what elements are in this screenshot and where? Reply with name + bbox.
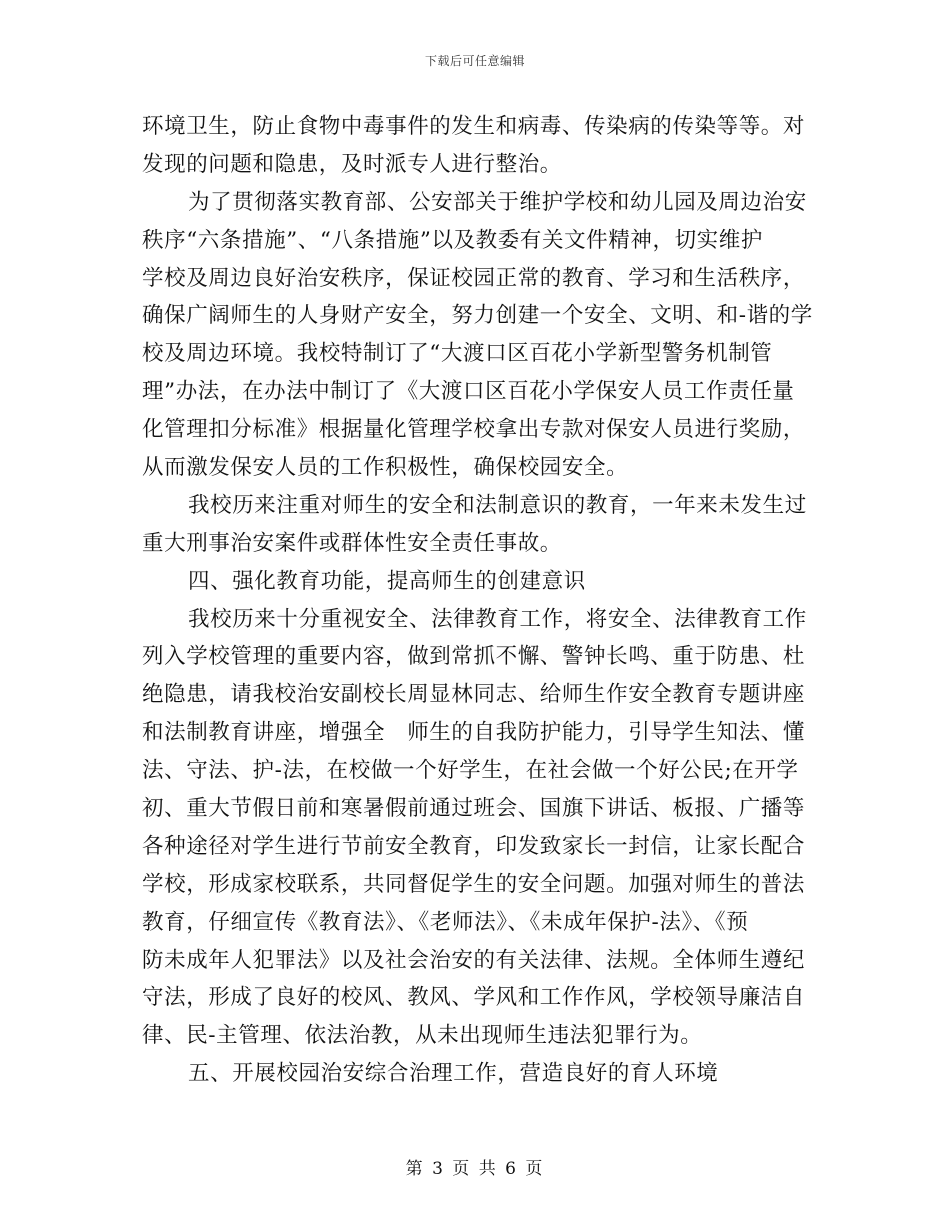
- text-line: 列入学校管理的重要内容，做到常抓不懈、警钟长鸣、重于防患、杜: [142, 644, 806, 670]
- text-line: 绝隐患，请我校治安副校长周显林同志、给师生作安全教育专题讲座: [142, 682, 806, 708]
- text-line: 四、强化教育功能，提高师生的创建意识: [188, 568, 586, 594]
- text-line: 五、开展校园治安综合治理工作，营造良好的育人环境: [188, 1061, 719, 1087]
- text-line: 我校历来注重对师生的安全和法制意识的教育，一年来未发生过: [188, 492, 807, 518]
- page-footer-number: 第 3 页 共 6 页: [405, 1159, 545, 1179]
- text-line: 秩序“六条措施”、“八条措施”以及教委有关文件精神，切实维护: [142, 227, 763, 253]
- text-line: 防未成年人犯罪法》以及社会治安的有关法律、法规。全体师生遵纪: [142, 947, 806, 973]
- page-header-note: 下载后可任意编辑: [424, 54, 525, 68]
- text-line: 我校历来十分重视安全、法律教育工作，将安全、法律教育工作: [188, 606, 807, 632]
- text-line: 理”办法，在办法中制订了《大渡口区百花小学保安人员工作责任量: [142, 379, 795, 405]
- text-line: 为了贯彻落实教育部、公安部关于维护学校和幼儿园及周边治安: [188, 189, 807, 215]
- text-line: 化管理扣分标准》根据量化管理学校拿出专款对保安人员进行奖励，: [142, 417, 806, 443]
- body-text: [142, 108, 813, 1093]
- text-line: 律、民-主管理、依法治教，从未出现师生违法犯罪行为。: [142, 1023, 703, 1049]
- text-line: 从而激发保安人员的工作积极性，确保校园安全。: [142, 455, 629, 481]
- text-line: 守法，形成了良好的校风、教风、学风和工作作风，学校领导廉洁自: [142, 985, 806, 1011]
- text-line: 教育，仔细宣传《教育法》、《老师法》、《未成年保护-法》、《预: [142, 909, 749, 935]
- text-line: 重大刑事治安案件或群体性安全责任事故。: [142, 530, 562, 556]
- text-line: 各种途径对学生进行节前安全教育，印发致家长一封信，让家长配合: [142, 833, 806, 859]
- text-line: 确保广阔师生的人身财产安全，努力创建一个安全、文明、和-谐的学: [142, 303, 813, 329]
- text-line: 法、守法、护-法，在校做一个好学生，在社会做一个好公民;在开学: [142, 758, 799, 784]
- text-line: 和法制教育讲座，增强全 师生的自我防护能力，引导学生知法、懂: [142, 720, 806, 746]
- text-line: 校及周边环境。我校特制订了“大渡口区百花小学新型警务机制管: [142, 341, 773, 367]
- text-line: 发现的问题和隐患，及时派专人进行整治。: [142, 151, 562, 177]
- text-line: 环境卫生，防止食物中毒事件的发生和病毒、传染病的传染等等。对: [142, 114, 806, 139]
- text-line: 学校及周边良好治安秩序，保证校园正常的教育、学习和生活秩序，: [142, 265, 806, 291]
- text-line: 初、重大节假日前和寒暑假前通过班会、国旗下讲话、板报、广播等: [142, 796, 806, 822]
- text-line: 学校，形成家校联系，共同督促学生的安全问题。加强对师生的普法: [142, 871, 806, 897]
